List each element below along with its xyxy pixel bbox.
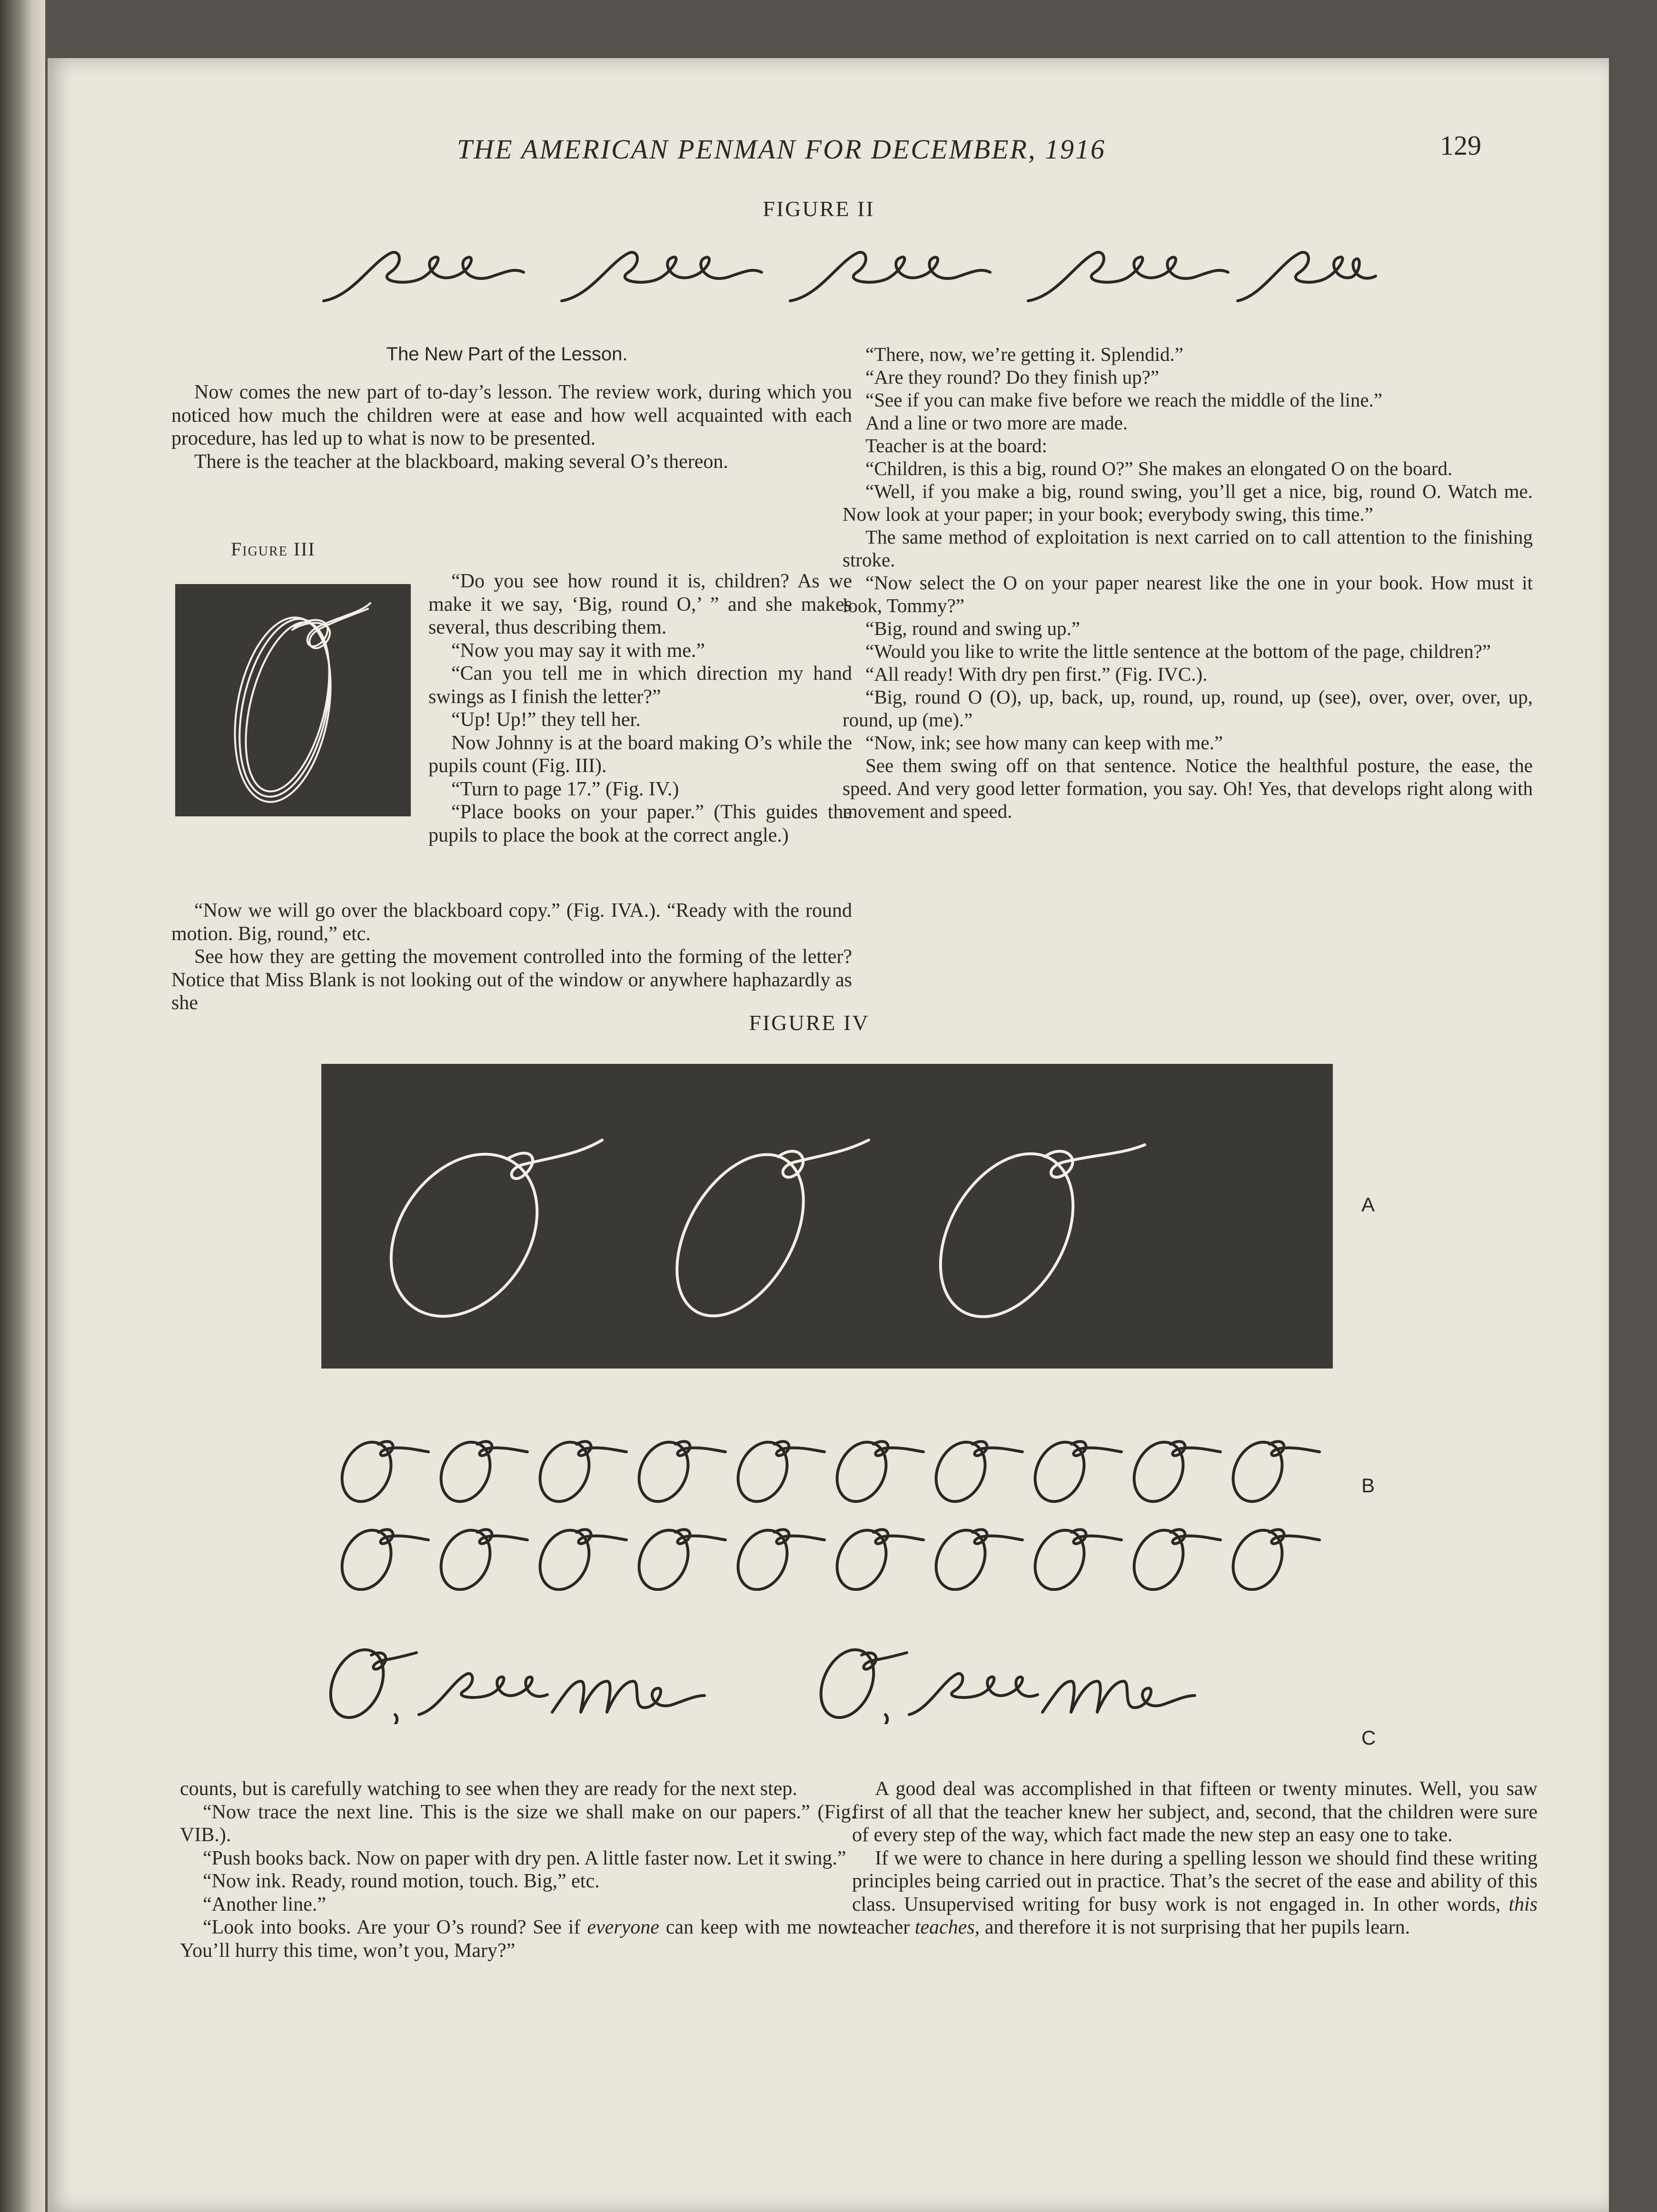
- text-run: If we were to chance in here during a spelling lesson we should find these writing principles being carried out in practice. That’s the secret of the ease and ability of this class. Unsupervised writing for busy work is not engaged in. In other words,: [852, 1847, 1538, 1915]
- script-o-finishing-stroke: [1072, 1441, 1121, 1456]
- script-o-glyph: [630, 1434, 697, 1509]
- page-number: 129: [1440, 130, 1481, 161]
- text-run: “Look into books. Are your O’s round? See if: [203, 1916, 587, 1938]
- paragraph: “All ready! With dry pen first.” (Fig. IVC.).: [865, 663, 1208, 685]
- figure-iv-b-script-os: [333, 1434, 1380, 1591]
- script-o-glyph: [432, 1434, 499, 1509]
- paragraph: “Would you like to write the little sentence at the bottom of the page, children?”: [865, 640, 1491, 662]
- figure-iv-a-chalk-os: [321, 1064, 1333, 1369]
- script-o-finishing-stroke: [576, 1529, 626, 1544]
- script-o-glyph: [729, 1434, 796, 1509]
- paragraph: “Can you tell me in which direction my hand swings as I finish the letter?”: [428, 663, 852, 708]
- paragraph: “Now, ink; see how many can keep with me.”: [865, 732, 1223, 754]
- section-heading: The New Part of the Lesson.: [386, 344, 628, 365]
- paragraph: “Big, round O (O), up, back, up, round, up, round, up (see), over, over, over, up, round, up (me).”: [843, 686, 1533, 731]
- paragraph: There is the teacher at the blackboard, making several O’s thereon.: [194, 450, 728, 473]
- bottom-right-column: [852, 1777, 1538, 1939]
- paragraph: And a line or two more are made.: [865, 412, 1128, 434]
- script-o-glyph: [1026, 1434, 1093, 1509]
- paragraph: “Turn to page 17.” (Fig. IV.): [451, 778, 679, 800]
- paragraph: “Are they round? Do they finish up?”: [865, 366, 1160, 388]
- emphasis: everyone: [587, 1916, 659, 1938]
- script-o-glyph: [333, 1434, 400, 1509]
- paragraph: See how they are getting the movement controlled into the forming of the letter? Notice that Miss Blank is not looking out of the window or anywhere haphazardly as she: [171, 946, 852, 1014]
- script-o-finishing-stroke: [477, 1441, 527, 1456]
- script-o-glyph: [1125, 1434, 1192, 1509]
- script-o-glyph: [531, 1434, 598, 1509]
- page: [48, 58, 1609, 2212]
- script-o-glyph: [1026, 1522, 1093, 1591]
- script-o-glyph: [1224, 1522, 1291, 1591]
- paragraph: “Place books on your paper.” (This guides the pupils to place the book at the correct angle.): [428, 801, 852, 846]
- paragraph-with-emphasis: [180, 1916, 856, 1962]
- paragraph: “Now select the O on your paper nearest like the one in your book. How must it look, Tommy?”: [843, 572, 1533, 616]
- script-o-finishing-stroke: [972, 1441, 1022, 1456]
- paragraph: See them swing off on that sentence. Notice the healthful posture, the ease, the speed. And very good letter formation, you say. Oh! Yes, that develops right along with movement and speed.: [843, 754, 1533, 822]
- left-column-continued: [171, 899, 852, 1015]
- script-o-finishing-stroke: [1171, 1529, 1220, 1544]
- figure-iv-row-c-letter: C: [1361, 1726, 1376, 1749]
- script-o-finishing-stroke: [873, 1441, 923, 1456]
- paragraph: “Now ink. Ready, round motion, touch. Big,” etc.: [203, 1870, 600, 1892]
- script-o-glyph: [828, 1522, 895, 1591]
- script-o-glyph: [927, 1434, 994, 1509]
- script-o-finishing-stroke: [873, 1529, 923, 1544]
- paragraph: “Up! Up!” they tell her.: [451, 709, 641, 731]
- script-o-finishing-stroke: [378, 1441, 428, 1456]
- paragraph: “Well, if you make a big, round swing, you’ll get a nice, big, round O. Watch me. Now look at your paper; in your book; everybody swing, this time.”: [843, 480, 1533, 525]
- script-o-finishing-stroke: [1171, 1441, 1220, 1456]
- paragraph: Now Johnny is at the board making O’s while the pupils count (Fig. III).: [428, 732, 852, 777]
- figure-ii-label: FIGURE II: [763, 197, 875, 221]
- script-o-finishing-stroke: [1270, 1441, 1320, 1456]
- script-o-glyph: [531, 1522, 598, 1591]
- script-o-finishing-stroke: [972, 1529, 1022, 1544]
- figure-iv-row-b-letter: B: [1361, 1474, 1375, 1497]
- figure-ii-script-see-row: [314, 225, 1380, 315]
- figure-iii-chalk-o: [175, 584, 411, 816]
- script-o-glyph: [729, 1522, 796, 1591]
- paragraph: Teacher is at the board:: [865, 435, 1047, 456]
- paragraph: A good deal was accomplished in that fifteen or twenty minutes. Well, you saw first of all that the teacher knew her subject, and, second, that the children were sure of every step of the way, which fact made the new step an easy one to take.: [852, 1778, 1538, 1846]
- script-o-finishing-stroke: [477, 1529, 527, 1544]
- figure-iv-row-a-letter: A: [1361, 1193, 1375, 1216]
- paragraph: “Push books back. Now on paper with dry pen. A little faster now. Let it swing.”: [203, 1847, 846, 1869]
- paragraph: “Now you may say it with me.”: [451, 639, 705, 662]
- paragraph: “See if you can make five before we reach the middle of the line.”: [865, 389, 1382, 411]
- paragraph: The same method of exploitation is next carried on to call attention to the finishing stroke.: [843, 526, 1533, 571]
- script-o-finishing-stroke: [774, 1529, 824, 1544]
- paragraph: “Big, round and swing up.”: [865, 617, 1080, 639]
- text-run: teacher: [852, 1916, 915, 1938]
- running-title: THE AMERICAN PENMAN FOR DECEMBER, 1916: [457, 134, 1106, 165]
- bottom-left-column: [180, 1777, 856, 1962]
- paragraph: “Do you see how round it is, children? As we make it we say, ‘Big, round O,’ ” and she makes several, thus describing them.: [428, 570, 852, 638]
- script-o-finishing-stroke: [1072, 1529, 1121, 1544]
- script-o-glyph: [927, 1522, 994, 1591]
- left-column-intro: [171, 381, 852, 473]
- paragraph-with-emphasis: [852, 1847, 1538, 1939]
- paragraph: “Now trace the next line. This is the size we shall make on our papers.” (Fig. VIB.).: [180, 1801, 856, 1846]
- figure-iv-label: FIGURE IV: [749, 1011, 870, 1035]
- figure-iii-blackboard: [175, 584, 411, 816]
- paragraph: “Now we will go over the blackboard copy.” (Fig. IVA.). “Ready with the round motion. Big, round,” etc.: [171, 900, 852, 945]
- book-spine: [0, 0, 45, 2212]
- figure-iv-c-script-sentence: [324, 1634, 1371, 1724]
- script-o-glyph: [1125, 1522, 1192, 1591]
- paragraph: counts, but is carefully watching to see when they are ready for the next step.: [180, 1778, 797, 1800]
- script-o-finishing-stroke: [675, 1529, 725, 1544]
- text-beside-figure-iii: [428, 570, 852, 847]
- figure-iv-a-blackboard: [321, 1064, 1333, 1369]
- emphasis: teaches,: [914, 1916, 980, 1938]
- figure-iii-label: Figure III: [231, 538, 316, 560]
- right-column: [843, 343, 1533, 823]
- script-o-glyph: [630, 1522, 697, 1591]
- paragraph: “There, now, we’re getting it. Splendid.”: [865, 343, 1183, 365]
- script-o-glyph: [1224, 1434, 1291, 1509]
- paragraph: “Another line.”: [203, 1893, 326, 1915]
- script-o-glyph: [333, 1522, 400, 1591]
- script-o-finishing-stroke: [675, 1441, 725, 1456]
- paragraph: Now comes the new part of to-day’s lesson. The review work, during which you noticed how much the children were at ease and how well acquainted with each procedure, has led up to what is now to be presented.: [171, 381, 852, 449]
- script-o-finishing-stroke: [774, 1441, 824, 1456]
- emphasis: this: [1508, 1893, 1538, 1915]
- paragraph: “Children, is this a big, round O?” She makes an elongated O on the board.: [865, 457, 1453, 479]
- script-o-finishing-stroke: [576, 1441, 626, 1456]
- script-o-glyph: [432, 1522, 499, 1591]
- script-o-finishing-stroke: [378, 1529, 428, 1544]
- text-run: and therefore it is not surprising that her pupils learn.: [980, 1916, 1410, 1938]
- script-o-glyph: [828, 1434, 895, 1509]
- script-o-finishing-stroke: [1270, 1529, 1320, 1544]
- text-run: can keep with me now. You’ll hurry this time, won’t you, Mary?”: [180, 1916, 856, 1962]
